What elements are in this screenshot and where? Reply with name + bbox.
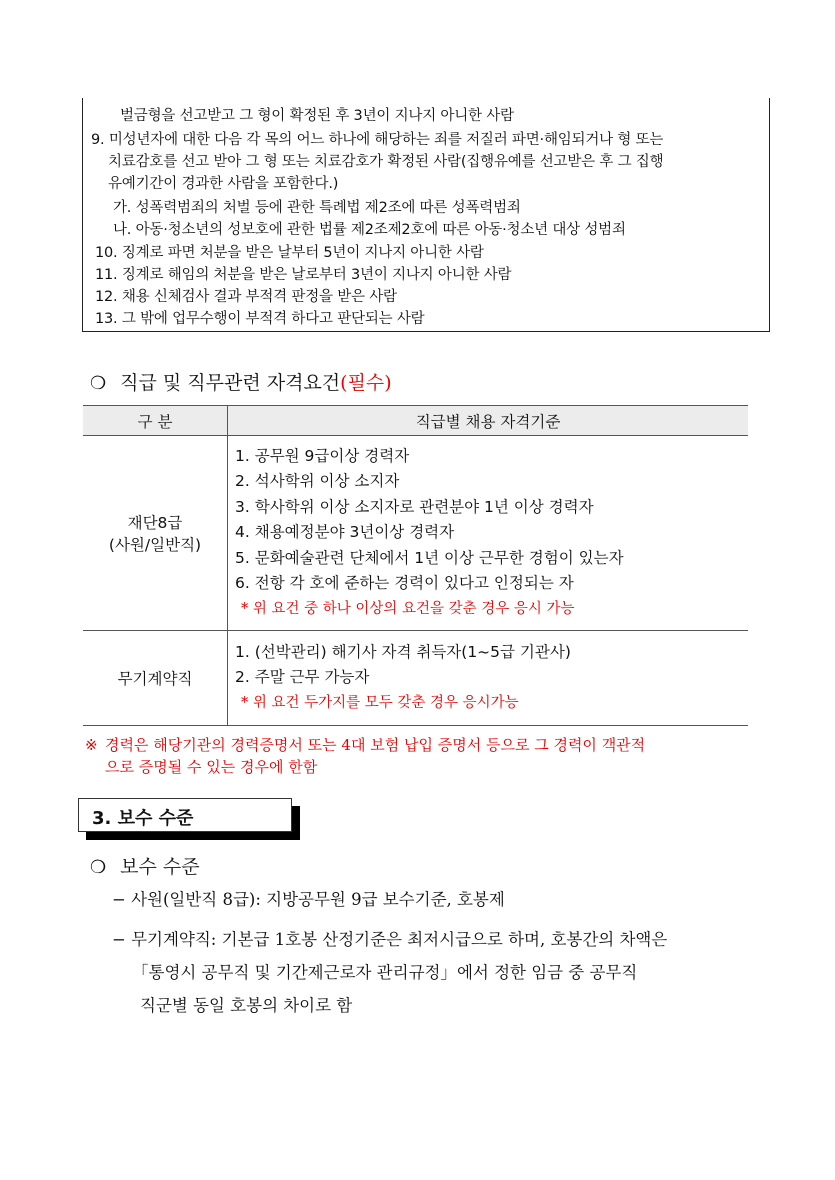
disqualification-line: 유예기간이 경과한 사람을 포함한다.) [108,176,339,192]
section-3-title: 3. 보수 수준 [92,808,194,829]
criteria-item: 2. 석사학위 이상 소지자 [235,472,400,491]
category-line: 재단8급 [127,514,183,532]
pay-line: − 무기계약직: 기본급 1호봉 산정기준은 최저시급으로 하며, 호봉간의 차액은 [112,930,668,949]
criteria-item: 3. 학사학위 이상 소지자로 관련분야 1년 이상 경력자 [235,497,594,516]
criteria-item: 2. 주말 근무 가능자 [235,668,370,687]
disqualification-line: 가. 성폭력범죄의 처벌 등에 관한 특례법 제2조에 따른 성폭력범죄 [113,200,521,216]
pay-subtitle [90,852,200,879]
heading-box [78,798,292,832]
disqualification-box [82,98,770,332]
table-row [83,436,748,631]
disqualification-line: 13. 그 밖에 업무수행이 부적격 하다고 판단되는 사람 [95,311,425,327]
pay-line: 「통영시 공무직 및 기간제근로자 관리규정」에서 정한 임금 중 공무직 [132,963,638,982]
disqualification-line: 12. 채용 신체검사 결과 부적격 판정을 받은 사람 [95,289,397,305]
qualification-table [83,405,748,726]
criteria-item: 4. 채용예정분야 3년이상 경력자 [235,523,455,542]
pay-subtitle-text: 보수 수준 [120,856,200,878]
criteria-item: 1. (선박관리) 해기사 자격 취득자(1~5급 기관사) [235,642,571,661]
qualification-title: 직급 및 직무관련 자격요건 [120,372,341,394]
section-3-heading-box [78,798,292,832]
table-row [83,631,748,726]
reference-mark-icon: ※ [85,736,98,754]
criteria-item: 6. 전항 각 호에 준하는 경력이 있다고 인정되는 자 [235,574,574,593]
disqualification-line: 나. 아동·청소년의 성보호에 관한 법률 제2조제2호에 따른 아동·청소년 대상 성범죄 [113,222,626,238]
criteria-note: * 위 요건 중 하나 이상의 요건을 갖춘 경우 응시 가능 [241,600,575,617]
disqualification-line: 벌금형을 선고받고 그 형이 확정된 후 3년이 지나지 아니한 사람 [120,108,514,124]
table-header-category: 구 분 [83,406,228,436]
table-category [83,631,228,726]
criteria-item: 5. 문화예술관련 단체에서 1년 이상 근무한 경험이 있는자 [235,548,624,567]
career-note-line: 경력은 해당기관의 경력증명서 또는 4대 보험 납입 증명서 등으로 그 경력이 객관적 [105,736,646,754]
disqualification-line: 9. 미성년자에 대한 다음 각 목의 어느 하나에 해당하는 죄를 저질러 파면·해임되거나 형 또는 [91,132,664,148]
career-note-line: 으로 증명될 수 있는 경우에 한함 [105,758,318,776]
criteria-item: 1. 공무원 9급이상 경력자 [235,446,410,465]
criteria-note: * 위 요건 두가지를 모두 갖춘 경우 응시가능 [241,694,519,711]
category-line: (사원/일반직) [108,536,202,554]
circle-bullet-icon: ❍ [90,857,107,878]
table-category [83,436,228,631]
circle-bullet-icon: ❍ [90,373,107,394]
disqualification-line: 10. 징계로 파면 처분을 받은 날부터 5년이 지나지 아니한 사람 [95,245,484,261]
qualification-heading [90,368,392,395]
category-line: 무기계약직 [117,670,193,688]
qualification-required: (필수) [340,372,392,394]
pay-line: − 사원(일반직 8급): 지방공무원 9급 보수기준, 호봉제 [112,890,505,909]
table-criteria [228,436,749,631]
pay-line: 직군별 동일 호봉의 차이로 함 [140,996,353,1015]
table-criteria [228,631,749,726]
disqualification-line: 치료감호를 선고 받아 그 형 또는 치료감호가 확정된 사람(집행유예를 선고받은 후 그 집행 [108,154,664,170]
disqualification-line: 11. 징계로 해임의 처분을 받은 날로부터 3년이 지나지 아니한 사람 [95,267,512,283]
table-header-criteria: 직급별 채용 자격기준 [228,406,749,436]
